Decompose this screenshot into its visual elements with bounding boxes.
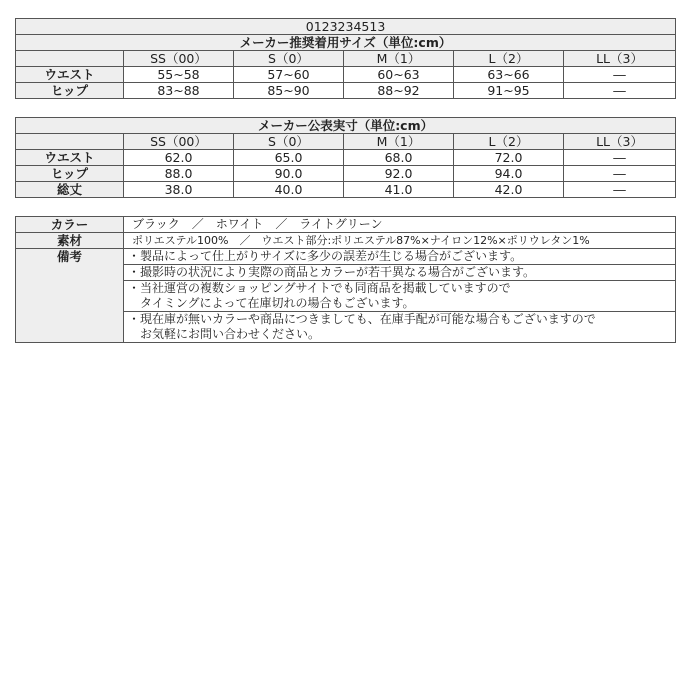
table-cell: 88.0 bbox=[124, 166, 234, 182]
corner-cell bbox=[16, 51, 124, 67]
table-cell: 42.0 bbox=[454, 182, 564, 198]
table-cell: 60~63 bbox=[344, 67, 454, 83]
row-label: 総丈 bbox=[16, 182, 124, 198]
notes-row bbox=[16, 249, 676, 265]
row-label: ヒップ bbox=[16, 83, 124, 99]
table-cell: 72.0 bbox=[454, 150, 564, 166]
column-header: LL（3） bbox=[564, 51, 676, 67]
row-label: ウエスト bbox=[16, 67, 124, 83]
actual-size-table bbox=[15, 117, 676, 198]
table-cell: 38.0 bbox=[124, 182, 234, 198]
table-cell: 88~92 bbox=[344, 83, 454, 99]
table-cell: 57~60 bbox=[234, 67, 344, 83]
color-value: ブラック ／ ホワイト ／ ライトグリーン bbox=[124, 217, 676, 233]
table-cell: 91~95 bbox=[454, 83, 564, 99]
table-cell: 94.0 bbox=[454, 166, 564, 182]
product-code: 0123234513 bbox=[16, 19, 676, 35]
table-cell: 65.0 bbox=[234, 150, 344, 166]
column-header: S（0） bbox=[234, 134, 344, 150]
material-row bbox=[16, 233, 676, 249]
table-row bbox=[16, 166, 676, 182]
column-header: LL（3） bbox=[564, 134, 676, 150]
table-cell: 63~66 bbox=[454, 67, 564, 83]
table-cell: 83~88 bbox=[124, 83, 234, 99]
column-header: M（1） bbox=[344, 134, 454, 150]
table-cell: 92.0 bbox=[344, 166, 454, 182]
note-item bbox=[124, 281, 676, 312]
table-cell: 85~90 bbox=[234, 83, 344, 99]
row-label: ヒップ bbox=[16, 166, 124, 182]
material-label: 素材 bbox=[16, 233, 124, 249]
table-header-row bbox=[16, 51, 676, 67]
recommended-size-title: メーカー推奨着用サイズ（単位:cm） bbox=[16, 35, 676, 51]
table-row bbox=[16, 150, 676, 166]
row-label: ウエスト bbox=[16, 150, 124, 166]
column-header: L（2） bbox=[454, 134, 564, 150]
table-cell: 90.0 bbox=[234, 166, 344, 182]
color-row bbox=[16, 217, 676, 233]
notes-label: 備考 bbox=[16, 249, 124, 343]
note-line: ・現在庫が無いカラーや商品につきましても、在庫手配が可能な場合もございますので bbox=[128, 312, 596, 326]
table-cell: 40.0 bbox=[234, 182, 344, 198]
note-line: ・当社運営の複数ショッピングサイトでも同商品を掲載していますので bbox=[128, 281, 511, 295]
column-header: M（1） bbox=[344, 51, 454, 67]
table-cell: 41.0 bbox=[344, 182, 454, 198]
table-cell: ― bbox=[564, 182, 676, 198]
material-value: ポリエステル100% ／ ウエスト部分:ポリエステル87%×ナイロン12%×ポリウレタン1% bbox=[124, 233, 676, 249]
note-item bbox=[124, 265, 676, 281]
table-cell: ― bbox=[564, 83, 676, 99]
product-details-table bbox=[15, 216, 676, 343]
note-line: お気軽にお問い合わせください。 bbox=[128, 327, 321, 341]
color-label: カラー bbox=[16, 217, 124, 233]
note-item bbox=[124, 249, 676, 265]
table-header-row bbox=[16, 134, 676, 150]
column-header: SS（00） bbox=[124, 134, 234, 150]
actual-size-title: メーカー公表実寸（単位:cm） bbox=[16, 118, 676, 134]
table-cell: 68.0 bbox=[344, 150, 454, 166]
table-row bbox=[16, 182, 676, 198]
table-cell: 55~58 bbox=[124, 67, 234, 83]
table-row bbox=[16, 83, 676, 99]
table-row bbox=[16, 67, 676, 83]
note-line: ・撮影時の状況により実際の商品とカラーが若干異なる場合がございます。 bbox=[128, 265, 536, 279]
table-cell: ― bbox=[564, 150, 676, 166]
column-header: SS（00） bbox=[124, 51, 234, 67]
table-cell: ― bbox=[564, 67, 676, 83]
column-header: S（0） bbox=[234, 51, 344, 67]
table-cell: 62.0 bbox=[124, 150, 234, 166]
note-item bbox=[124, 312, 676, 343]
corner-cell bbox=[16, 134, 124, 150]
note-line: タイミングによって在庫切れの場合もございます。 bbox=[128, 296, 415, 310]
recommended-size-table bbox=[15, 18, 676, 99]
note-line: ・製品によって仕上がりサイズに多少の誤差が生じる場合がございます。 bbox=[128, 249, 523, 263]
table-cell: ― bbox=[564, 166, 676, 182]
column-header: L（2） bbox=[454, 51, 564, 67]
